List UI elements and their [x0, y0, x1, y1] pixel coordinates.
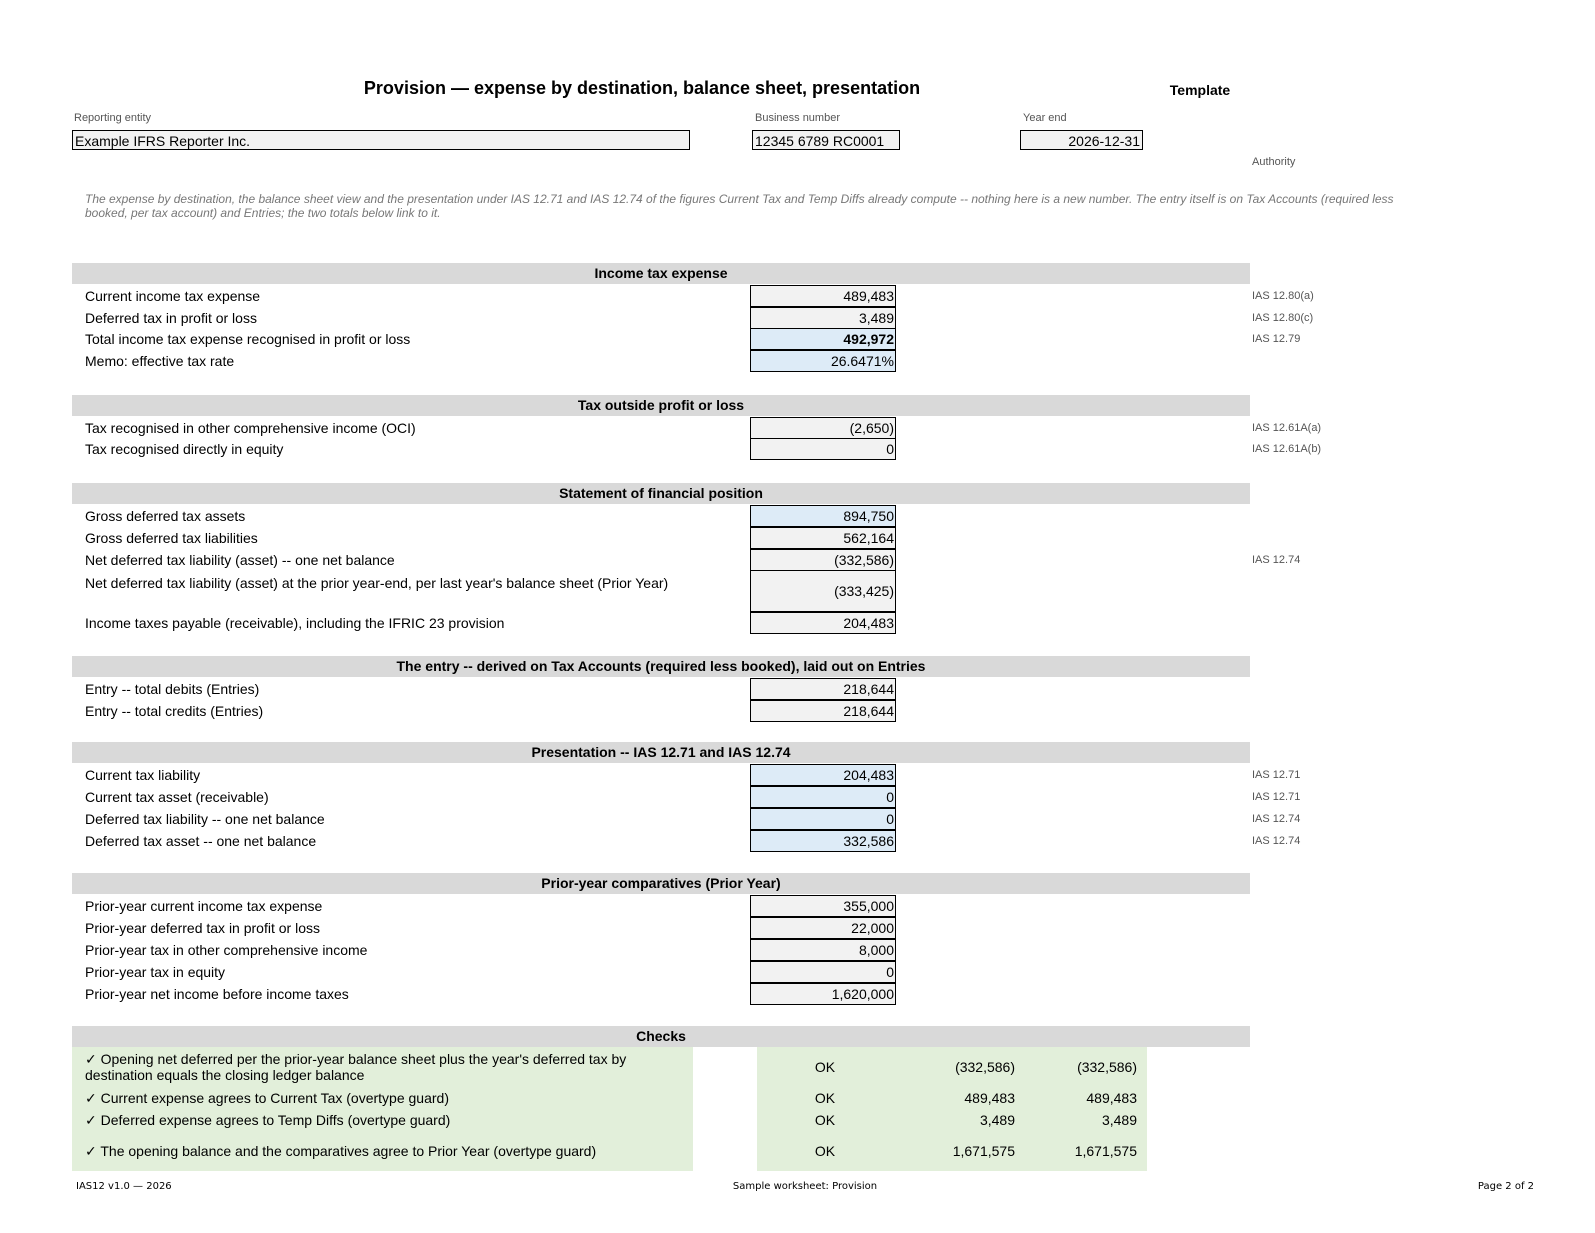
- row-label: Tax recognised in other comprehensive income (OCI): [85, 420, 416, 436]
- table-row: [0, 505, 1595, 527]
- row-value-cell[interactable]: 8,000: [750, 939, 896, 961]
- row-label: Current tax liability: [85, 767, 201, 783]
- table-row: [0, 830, 1595, 852]
- check-row: [0, 1049, 1595, 1085]
- row-value-cell[interactable]: 489,483: [750, 285, 896, 307]
- table-row: [0, 808, 1595, 830]
- section-header-checks: Checks: [72, 1026, 1250, 1047]
- table-row: [0, 527, 1595, 549]
- row-value-cell[interactable]: 562,164: [750, 527, 896, 549]
- row-value-cell[interactable]: 3,489: [750, 307, 896, 329]
- authority-reference: IAS 12.71: [1252, 790, 1301, 803]
- table-row: [0, 983, 1595, 1005]
- footer-version: IAS12 v1.0 — 2026: [76, 1181, 172, 1192]
- year-end-label: Year end: [1023, 112, 1067, 124]
- table-row: [0, 895, 1595, 917]
- check-label: ✓ Current expense agrees to Current Tax (overtype guard): [85, 1090, 449, 1106]
- check-computed-value: (332,586): [955, 1059, 1015, 1075]
- row-value-cell[interactable]: 0: [750, 786, 896, 808]
- table-row: [0, 285, 1595, 307]
- row-label: Prior-year current income tax expense: [85, 898, 323, 914]
- check-row: [0, 1133, 1595, 1169]
- table-row: [0, 700, 1595, 722]
- check-label: ✓ Deferred expense agrees to Temp Diffs (overtype guard): [85, 1112, 451, 1128]
- row-value-cell[interactable]: (2,650): [750, 417, 896, 439]
- row-value-cell[interactable]: (332,586): [750, 549, 896, 571]
- business-number-field[interactable]: 12345 6789 RC0001: [752, 130, 900, 150]
- row-value-cell[interactable]: 332,586: [750, 830, 896, 852]
- row-value-cell[interactable]: 218,644: [750, 700, 896, 722]
- row-label: Prior-year tax in other comprehensive income: [85, 942, 368, 958]
- check-status: OK: [814, 1143, 836, 1159]
- row-value-cell[interactable]: 894,750: [750, 505, 896, 527]
- table-row: [0, 939, 1595, 961]
- authority-reference: IAS 12.74: [1252, 812, 1301, 825]
- row-label: Deferred tax asset -- one net balance: [85, 833, 317, 849]
- row-label: Prior-year deferred tax in profit or loss: [85, 920, 320, 936]
- table-row: [0, 917, 1595, 939]
- table-row: [0, 570, 1595, 612]
- table-row: [0, 549, 1595, 571]
- table-row: [0, 350, 1595, 372]
- row-value-cell[interactable]: (333,425): [750, 570, 896, 612]
- table-row: [0, 328, 1595, 350]
- check-row: [0, 1109, 1595, 1131]
- row-label: Gross deferred tax assets: [85, 508, 246, 524]
- table-row: [0, 417, 1595, 439]
- authority-reference: IAS 12.71: [1252, 768, 1301, 781]
- table-row: [0, 438, 1595, 460]
- check-row: [0, 1087, 1595, 1109]
- table-row: [0, 678, 1595, 700]
- year-end-field[interactable]: 2026-12-31: [1020, 130, 1143, 150]
- row-value-cell[interactable]: 0: [750, 438, 896, 460]
- row-value-cell[interactable]: 26.6471%: [750, 350, 896, 372]
- table-row: [0, 307, 1595, 329]
- intro-note: The expense by destination, the balance sheet view and the presentation under IAS 12.71 and IAS 12.74 of the figures Current Tax and Temp Diffs already compute -- nothing here is a new number. The entry itself is on Tax Accounts (required less booked, per tax account) and Entries; the two totals below link to it.: [85, 192, 1394, 220]
- row-value-cell[interactable]: 218,644: [750, 678, 896, 700]
- row-value-cell[interactable]: 22,000: [750, 917, 896, 939]
- row-label: Tax recognised directly in equity: [85, 441, 284, 457]
- row-label: Gross deferred tax liabilities: [85, 530, 258, 546]
- check-ledger-value: 489,483: [1086, 1090, 1137, 1106]
- check-computed-value: 489,483: [964, 1090, 1015, 1106]
- check-ledger-value: 1,671,575: [1074, 1143, 1137, 1159]
- row-value-cell[interactable]: 204,483: [750, 764, 896, 786]
- section-header-prior: Prior-year comparatives (Prior Year): [72, 873, 1250, 894]
- table-row: [0, 961, 1595, 983]
- table-row: [0, 764, 1595, 786]
- authority-reference: IAS 12.80(a): [1252, 289, 1314, 302]
- row-label: Current income tax expense: [85, 288, 261, 304]
- authority-reference: IAS 12.61A(b): [1252, 442, 1322, 455]
- section-header-outside: Tax outside profit or loss: [72, 395, 1250, 416]
- footer-page-number: Page 2 of 2: [1477, 1181, 1534, 1192]
- check-label: ✓ Opening net deferred per the prior-year balance sheet plus the year's deferred tax by destination equals the closing ledger balance: [85, 1051, 627, 1083]
- table-row: [0, 786, 1595, 808]
- row-value-cell[interactable]: 1,620,000: [750, 983, 896, 1005]
- row-label: Net deferred tax liability (asset) at the prior year-end, per last year's balance sheet (Prior Year): [85, 575, 669, 591]
- row-label: Current tax asset (receivable): [85, 789, 269, 805]
- entity-label: Reporting entity: [74, 112, 152, 124]
- entity-field[interactable]: Example IFRS Reporter Inc.: [72, 130, 690, 150]
- row-label: Prior-year net income before income taxes: [85, 986, 349, 1002]
- row-value-cell[interactable]: 204,483: [750, 612, 896, 634]
- check-label: ✓ The opening balance and the comparatives agree to Prior Year (overtype guard): [85, 1143, 597, 1159]
- row-value-cell[interactable]: 492,972: [750, 328, 896, 350]
- page-title: Provision — expense by destination, balance sheet, presentation: [363, 78, 921, 98]
- check-status: OK: [814, 1090, 836, 1106]
- section-header-position: Statement of financial position: [72, 483, 1250, 504]
- row-label: Net deferred tax liability (asset) -- one net balance: [85, 552, 395, 568]
- authority-reference: IAS 12.80(c): [1252, 311, 1314, 324]
- row-label: Income taxes payable (receivable), including the IFRIC 23 provision: [85, 615, 505, 631]
- row-label: Entry -- total debits (Entries): [85, 681, 260, 697]
- authority-reference: IAS 12.74: [1252, 834, 1301, 847]
- row-value-cell[interactable]: 355,000: [750, 895, 896, 917]
- check-computed-value: 3,489: [979, 1112, 1015, 1128]
- check-status: OK: [814, 1112, 836, 1128]
- footer-sheet-name: Sample worksheet: Provision: [732, 1181, 878, 1192]
- authority-reference: IAS 12.74: [1252, 553, 1301, 566]
- check-status: OK: [814, 1059, 836, 1075]
- row-value-cell[interactable]: 0: [750, 808, 896, 830]
- section-header-presentation: Presentation -- IAS 12.71 and IAS 12.74: [72, 742, 1250, 763]
- row-label: Prior-year tax in equity: [85, 964, 226, 980]
- check-computed-value: 1,671,575: [952, 1143, 1015, 1159]
- check-ledger-value: (332,586): [1077, 1059, 1137, 1075]
- row-value-cell[interactable]: 0: [750, 961, 896, 983]
- row-label: Deferred tax liability -- one net balance: [85, 811, 325, 827]
- table-row: [0, 612, 1595, 634]
- template-label: Template: [1169, 82, 1231, 98]
- section-header-income: Income tax expense: [72, 263, 1250, 284]
- section-header-entry: The entry -- derived on Tax Accounts (required less booked), laid out on Entries: [72, 656, 1250, 677]
- row-label: Memo: effective tax rate: [85, 353, 235, 369]
- authority-reference: IAS 12.79: [1252, 332, 1301, 345]
- authority-reference: IAS 12.61A(a): [1252, 421, 1322, 434]
- check-ledger-value: 3,489: [1101, 1112, 1137, 1128]
- row-label: Deferred tax in profit or loss: [85, 310, 257, 326]
- row-label: Entry -- total credits (Entries): [85, 703, 264, 719]
- row-label: Total income tax expense recognised in profit or loss: [85, 331, 411, 347]
- business-number-label: Business number: [755, 112, 840, 124]
- authority-column-header: Authority: [1252, 156, 1296, 168]
